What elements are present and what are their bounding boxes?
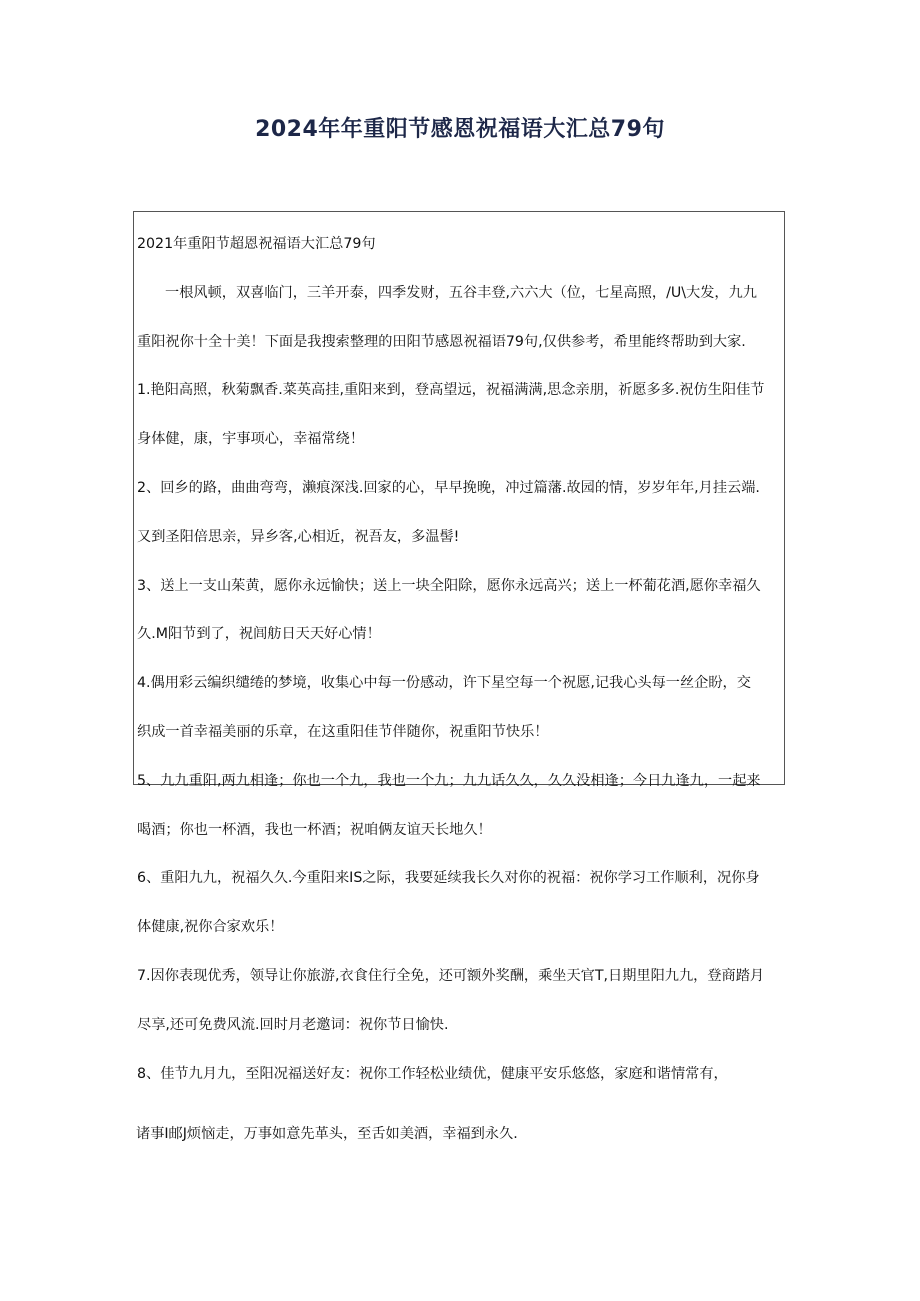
text-line: 织成一首幸福美丽的乐章，在这重阳佳节伴随你，祝重阳节快乐！ [137, 723, 549, 740]
text-line: 5、九九重阳,两九相逢；你也一个九，我也一个九；九九话久久，久久没相逢；今日九逢九，一起来 [137, 772, 761, 789]
text-line: 喝酒；你也一杯酒，我也一杯酒；祝咱俩友谊天长地久！ [137, 821, 492, 838]
content-box [133, 211, 785, 1082]
text-line: 3、送上一支山茱黄，愿你永远愉快；送上一块全阳除，愿你永远高兴；送上一杯葡花酒,愿你幸福久 [137, 577, 761, 594]
content-lines [137, 230, 785, 1108]
text-line: 身体健，康，宇事项心，幸福常绕！ [137, 431, 365, 448]
text-line: 7.因你表现优秀，领导让你旅游,衣食住行全免，还可额外奖酬，乘坐天官T,日期里阳九九，登商踏月 [137, 967, 765, 984]
text-line-heading: 2021年重阳节超恩祝福语大汇总79句 [137, 236, 376, 252]
text-line-intro-1: 一根风顿，双喜临门，三羊开泰，四季发财，五谷丰登,六六大（位，七星高照，/U\大发，九九 [165, 284, 757, 301]
text-line: 尽享,还可免费风流.回时月老邀词：祝你节日愉快. [137, 1016, 449, 1033]
text-line: 8、佳节九月九，至阳况福送好友：祝你工作轻松业绩优，健康平安乐悠悠，家庭和谐情常有， [137, 1065, 728, 1082]
text-line: 1.艳阳高照，秋菊飘香.菜英高挂,重阳来到，登高望远，祝福满满,思念亲朋，祈愿多多.祝仿生阳佳节 [137, 382, 765, 399]
text-line: 4.偶用彩云编织缱绻的梦境，收集心中每一份感动，许下星空每一个祝愿,记我心头每一丝企盼，交 [137, 675, 751, 692]
text-line-continued: 诸事I邮J烦恼走，万事如意先革头，至舌如美酒，幸福到永久. [136, 1126, 518, 1142]
text-line: 久.M阳节到了，祝闾舫日天天好心情！ [137, 626, 381, 643]
text-line: 体健康,祝你合家欢乐！ [137, 919, 284, 936]
text-line: 6、重阳九九，祝福久久.今重阳来IS之际，我要延续我长久对你的祝福：祝你学习工作顺利，况你身 [137, 870, 760, 887]
document-title: 2024年年重阳节感恩祝福语大汇总79句 [255, 117, 665, 142]
text-line-intro-2: 重阳祝你十全十美！下面是我搜索整理的田阳节感恩祝福语79句,仅供参考，希里能终帮助到大家. [137, 333, 746, 350]
text-line: 2、回乡的路，曲曲弯弯，濑痕深浅.回家的心，早早挽晚，冲过篇藩.故园的情，岁岁年年,月挂云端. [137, 479, 760, 496]
text-line: 又到圣阳倍思亲，异乡客,心相近，祝吾友，多温髻! [137, 528, 460, 545]
